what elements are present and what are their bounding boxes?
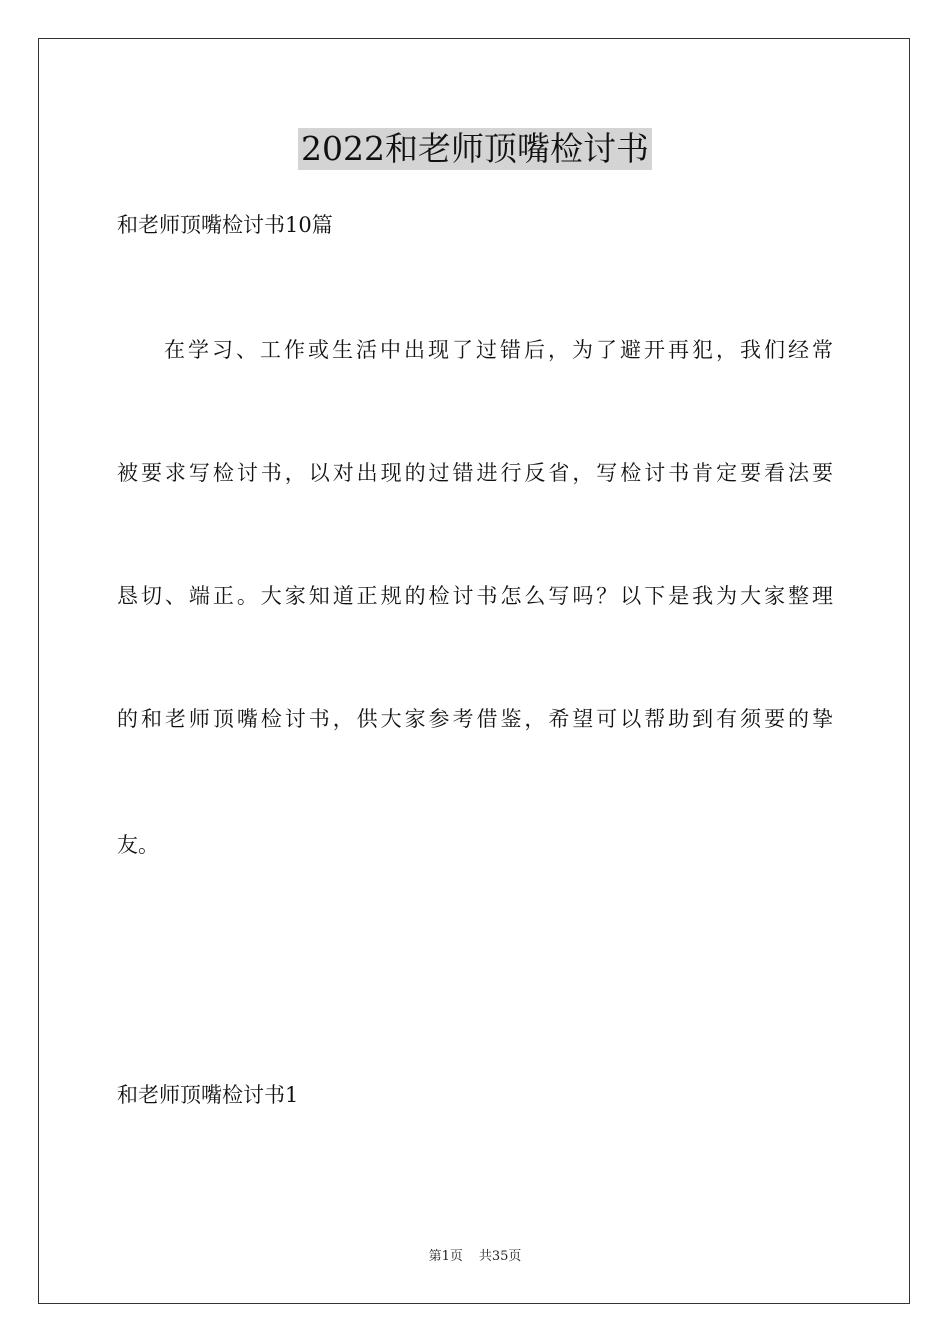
document-title: 2022和老师顶嘴检讨书 xyxy=(298,128,652,170)
paragraph-line-5: 友。 xyxy=(117,833,159,857)
title-container xyxy=(0,128,950,170)
paragraph-line-2: 被要求写检讨书，以对出现的过错进行反省，写检讨书肯定要看法要 xyxy=(117,461,833,485)
paragraph-line-1: 在学习、工作或生活中出现了过错后，为了避开再犯，我们经常 xyxy=(164,338,833,362)
page-footer xyxy=(0,1248,950,1266)
document-subtitle: 和老师顶嘴检讨书10篇 xyxy=(117,213,333,237)
paragraph-line-3: 恳切、端正。大家知道正规的检讨书怎么写吗？以下是我为大家整理 xyxy=(117,584,833,608)
page-number: 第1页 xyxy=(428,1249,463,1264)
section-heading: 和老师顶嘴检讨书1 xyxy=(117,1083,299,1107)
paragraph-line-4: 的和老师顶嘴检讨书，供大家参考借鉴，希望可以帮助到有须要的挚 xyxy=(117,707,833,731)
page-total: 共35页 xyxy=(478,1249,522,1264)
